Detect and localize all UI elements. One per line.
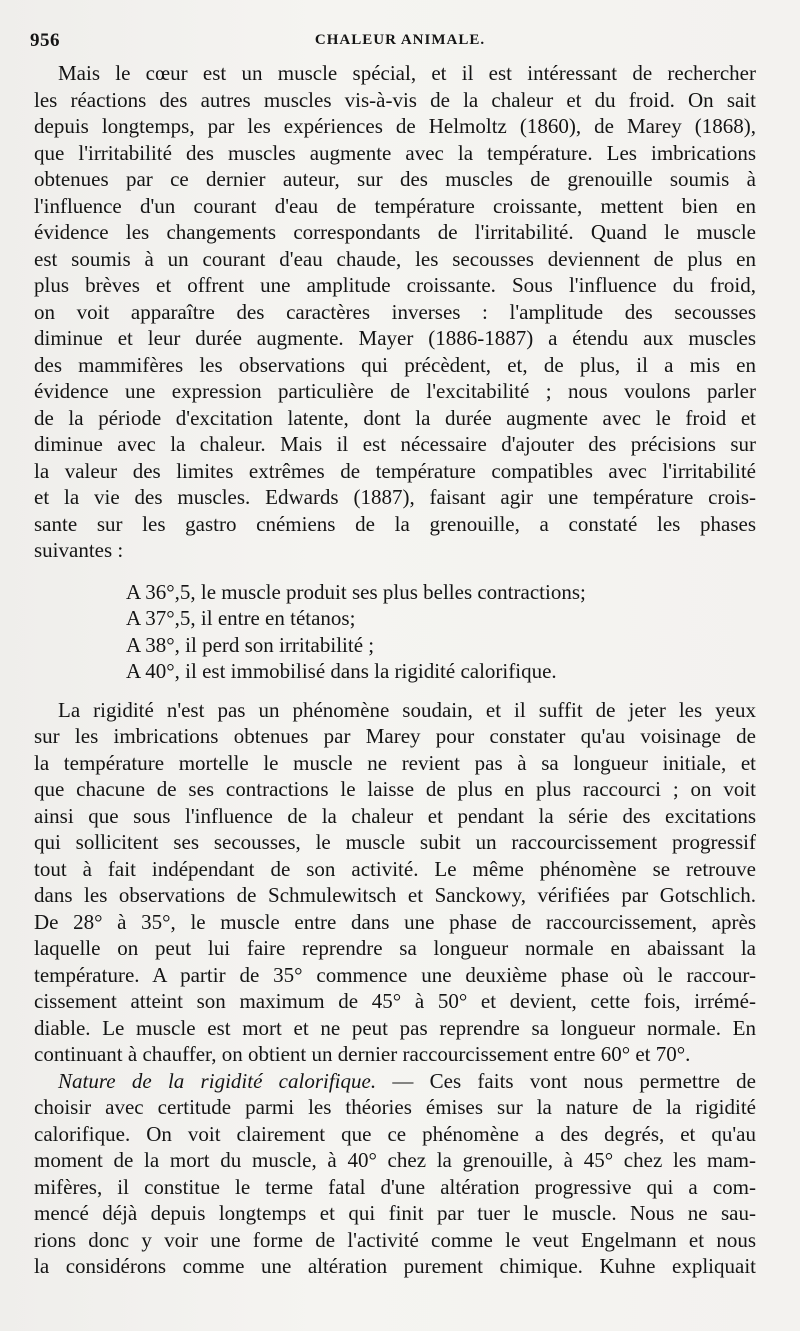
temperature-phases-list bbox=[34, 579, 756, 685]
text-line: ainsi que sous l'influence de la chaleur et pendant la série des excitations bbox=[34, 803, 756, 828]
text-line: choisir avec certitude parmi les théories émises sur la nature de la rigidité bbox=[34, 1095, 756, 1119]
text-line: l'influence d'un courant d'eau de température croissante, mettent bien en bbox=[34, 193, 756, 218]
text-line: diminue et leur durée augmente. Mayer (1886-1887) a étendu aux muscles bbox=[34, 326, 756, 350]
paragraph-nature-of-rigidity bbox=[34, 1068, 756, 1280]
paragraph-rigidity bbox=[34, 697, 756, 1068]
text-line bbox=[34, 1068, 756, 1095]
phase-item: A 38°, il perd son irritabilité ; bbox=[126, 632, 375, 657]
text-line: plus brèves et offrent une amplitude croissante. Sous l'influence du froid, bbox=[34, 273, 756, 297]
text-line: la considérons comme une altération purement chimique. Kuhne expliquait bbox=[34, 1254, 756, 1278]
phase-item: A 36°,5, le muscle produit ses plus belles contractions; bbox=[126, 579, 586, 604]
paragraph-muscle-irritability bbox=[34, 60, 756, 564]
text-line: qui sollicitent ses secousses, le muscle subit un raccourcissement progressif bbox=[34, 830, 756, 854]
text-line: cissement atteint son maximum de 45° à 50° et devient, cette fois, irrémé- bbox=[34, 989, 756, 1013]
text-line: que l'irritabilité des muscles augmente avec la température. Les imbrications bbox=[34, 140, 756, 165]
text-line: diable. Le muscle est mort et ne peut pas reprendre sa longueur normale. En bbox=[34, 1015, 756, 1040]
body-text bbox=[34, 60, 756, 1280]
text-line: depuis longtemps, par les expériences de Helmoltz (1860), de Marey (1868), bbox=[34, 114, 756, 138]
text-line: sante sur les gastro cnémiens de la grenouille, a constaté les phases bbox=[34, 511, 756, 536]
page-number: 956 bbox=[30, 30, 60, 51]
text-line: sur les imbrications obtenues par Marey pour constater qu'au voisinage de bbox=[34, 724, 756, 748]
text-line: température. A partir de 35° commence une deuxième phase où le raccour- bbox=[34, 962, 756, 987]
phase-item: A 40°, il est immobilisé dans la rigidité calorifique. bbox=[126, 659, 557, 683]
text-line: que chacune de ses contractions le laisse de plus en plus raccourci ; on voit bbox=[34, 777, 756, 801]
page-header bbox=[30, 30, 770, 54]
section-heading: Nature de la rigidité calorifique. bbox=[58, 1068, 377, 1093]
text-line: des mammifères les observations qui précèdent, et, de plus, il a mis en bbox=[34, 352, 756, 377]
text-line: la température mortelle le muscle ne revient pas à sa longueur initiale, et bbox=[34, 750, 756, 775]
text-line: suivantes : bbox=[34, 538, 124, 562]
text-line: évidence les changements correspondants de l'irritabilité. Quand le muscle bbox=[34, 220, 756, 244]
running-title: CHALEUR ANIMALE. bbox=[314, 32, 486, 48]
text-line: mencé déjà depuis longtemps et qui finit par tuer le muscle. Nous ne sau- bbox=[34, 1201, 756, 1225]
text-line: mifères, il constitue le terme fatal d'une altération progressive qui a com- bbox=[34, 1174, 756, 1199]
text-line: évidence une expression particulière de l'excitabilité ; nous voulons parler bbox=[34, 379, 756, 403]
text-line: diminue avec la chaleur. Mais il est nécessaire d'ajouter des précisions sur bbox=[34, 432, 756, 456]
text-line: De 28° à 35°, le muscle entre dans une phase de raccourcissement, après bbox=[34, 909, 756, 934]
text-line: de la période d'excitation latente, dont la durée augmente avec le froid et bbox=[34, 405, 756, 430]
text-line: dans les observations de Schmulewitsch et Sanckowy, vérifiées par Gotschlich. bbox=[34, 883, 756, 907]
text-line: calorifique. On voit clairement que ce phénomène a des degrés, et qu'au bbox=[34, 1121, 756, 1146]
text-line: tout à fait indépendant de son activité. Le même phénomène se retrouve bbox=[34, 856, 756, 881]
text-line: rions donc y voir une forme de l'activité comme le veut Engelmann et nous bbox=[34, 1227, 756, 1252]
text-line: continuant à chauffer, on obtient un dernier raccourcissement entre 60° et 70°. bbox=[34, 1042, 691, 1066]
text-line: les réactions des autres muscles vis-à-vis de la chaleur et du froid. On sait bbox=[34, 87, 756, 112]
text-line: laquelle on peut lui faire reprendre sa longueur normale en abaissant la bbox=[34, 936, 756, 960]
text-line: obtenues par ce dernier auteur, sur des muscles de grenouille soumis à bbox=[34, 167, 756, 191]
phase-item: A 37°,5, il entre en tétanos; bbox=[126, 606, 356, 630]
text-line: moment de la mort du muscle, à 40° chez la grenouille, à 45° chez les mam- bbox=[34, 1148, 756, 1172]
text-line: et la vie des muscles. Edwards (1887), faisant agir une température crois- bbox=[34, 485, 756, 509]
heading-continuation: — Ces faits vont nous permettre de bbox=[376, 1068, 756, 1093]
text-line: la valeur des limites extrêmes de température compatibles avec l'irritabilité bbox=[34, 458, 756, 483]
text-line: Mais le cœur est un muscle spécial, et il est intéressant de rechercher bbox=[58, 61, 756, 85]
text-line: on voit apparaître des caractères inverses : l'amplitude des secousses bbox=[34, 299, 756, 324]
text-line: est soumis à un courant d'eau chaude, les secousses deviennent de plus en bbox=[34, 246, 756, 271]
text-line: La rigidité n'est pas un phénomène soudain, et il suffit de jeter les yeux bbox=[58, 697, 756, 722]
